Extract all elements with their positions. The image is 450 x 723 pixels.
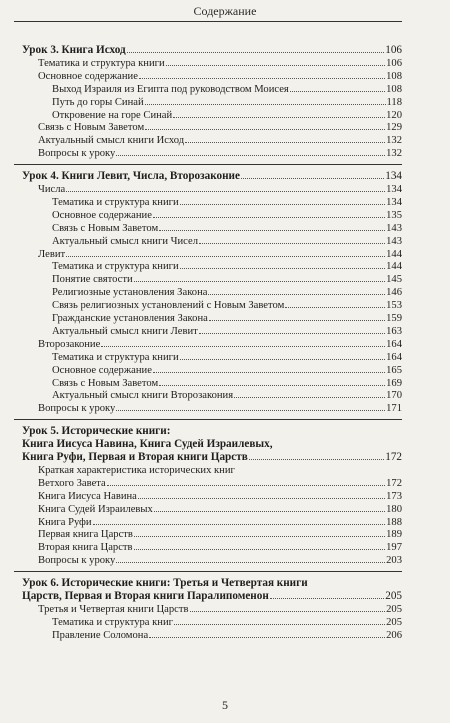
dot-leader [66, 256, 385, 257]
dot-leader [159, 385, 385, 386]
toc-entry-title: Книга Руфи [38, 516, 92, 528]
section-divider [14, 571, 402, 572]
toc-entry-title: Актуальный смысл книги Чисел [52, 235, 199, 247]
dot-leader [116, 410, 385, 411]
section-divider [14, 164, 402, 165]
toc-page-number: 205 [386, 616, 402, 628]
toc-page-number: 132 [386, 148, 402, 160]
toc-page-number: 172 [386, 477, 402, 489]
toc-entry-title: Вопросы к уроку [38, 148, 116, 160]
toc-page-number: 159 [386, 313, 402, 324]
toc-page-number: 205 [385, 590, 402, 602]
toc-page-number: 108 [386, 83, 402, 95]
toc-page-number: 129 [386, 122, 402, 134]
toc-page-number: 188 [386, 516, 402, 528]
lesson-heading [22, 590, 402, 603]
toc-entry [52, 109, 402, 122]
dot-leader [173, 117, 385, 118]
toc-entry [38, 147, 402, 160]
toc-entry [38, 134, 402, 147]
toc-entry [38, 338, 402, 351]
toc-page-number: 206 [386, 629, 402, 641]
toc-page-number: 134 [385, 170, 402, 183]
toc-entry [52, 299, 402, 312]
dot-leader [285, 307, 385, 308]
lesson-heading [22, 438, 402, 451]
toc-page-number: 134 [386, 184, 402, 195]
dot-leader [241, 178, 384, 179]
toc-entry [38, 70, 402, 83]
toc-entry-title: Ветхого Завета [38, 477, 106, 489]
toc-entry-title: Второзаконие [38, 338, 101, 350]
toc-page-number: 170 [386, 390, 402, 402]
toc-entry-title: Тематика и структура книг [52, 616, 173, 628]
toc-page-number: 144 [386, 248, 402, 260]
toc-page-number: 135 [386, 209, 402, 221]
toc-entry-title: Урок 5. Исторические книги: [22, 425, 171, 438]
toc-entry-title: Гражданские установления Закона [52, 313, 208, 324]
dot-leader [153, 217, 385, 218]
toc-entry-title: Основное содержание [52, 364, 152, 376]
toc-entry [52, 83, 402, 96]
toc-entry-title: Левит [38, 248, 66, 260]
toc-entry [52, 325, 402, 338]
toc-entry-title: Тематика и структура книги [52, 351, 179, 363]
dot-leader [153, 372, 385, 373]
toc-entry-title: Книга Руфи, Первая и Вторая книги Царств [22, 451, 248, 463]
toc-page-number: 144 [386, 261, 402, 273]
toc-page-number: 146 [386, 287, 402, 299]
dot-leader [234, 397, 385, 398]
dot-leader [134, 281, 385, 282]
toc-page-number: 120 [386, 109, 402, 121]
dot-leader [180, 204, 385, 205]
toc-entry [52, 364, 402, 377]
toc-page-number: 173 [386, 490, 402, 502]
lesson-heading [22, 425, 402, 438]
toc-entry-title: Актуальный смысл книги Исход [38, 135, 185, 147]
toc-entry [52, 96, 402, 109]
toc-entry [52, 286, 402, 299]
dot-leader [145, 104, 386, 105]
dot-leader [249, 459, 384, 460]
lesson-heading [22, 451, 402, 464]
dot-leader [134, 549, 386, 550]
dot-leader [138, 498, 385, 499]
toc-page-number: 164 [386, 351, 402, 363]
page-number: 5 [222, 698, 228, 712]
toc-entry-title: Актуальный смысл книги Второзакония [52, 390, 234, 402]
toc-entry-title: Третья и Четвертая книги Царств [38, 603, 189, 615]
toc-entry-title: Основное содержание [52, 209, 152, 221]
toc-page-number: 118 [386, 96, 402, 108]
toc-entry-title: Понятие святости [52, 274, 133, 286]
toc-entry-title: Царств, Первая и Вторая книги Паралипоменон [22, 590, 269, 602]
toc-entry-title: Вторая книга Царств [38, 542, 133, 554]
toc-entry [52, 312, 402, 325]
toc-entry-title: Книга Иисуса Навина, Книга Судей Израилевых, [22, 438, 273, 451]
toc-entry-title: Тематика и структура книги [52, 196, 179, 208]
toc-page-number: 163 [386, 325, 402, 337]
dot-leader [199, 243, 385, 244]
toc-entry [38, 183, 402, 196]
toc-page-number: 169 [386, 377, 402, 389]
dot-leader [116, 155, 385, 156]
section-divider [14, 419, 402, 420]
toc-entry-title: Правление Соломона [52, 629, 149, 641]
toc-entry [38, 516, 402, 529]
toc-entry [38, 490, 402, 503]
toc-page-number: 203 [386, 555, 402, 567]
toc-page-number: 180 [386, 503, 402, 515]
toc-entry [38, 477, 402, 490]
toc-page-number: 108 [386, 70, 402, 82]
dot-leader [159, 230, 385, 231]
dot-leader [209, 320, 385, 321]
toc-entry-title: Религиозные установления Закона [52, 287, 208, 299]
toc-entry [52, 616, 402, 629]
toc-entry-title: Книга Судей Израилевых [38, 503, 153, 515]
toc-entry [52, 389, 402, 402]
toc-entry [38, 528, 402, 541]
dot-leader [139, 78, 385, 79]
toc-entry [52, 273, 402, 286]
toc-entry-title: Откровение на горе Синай [52, 109, 173, 121]
dot-leader [180, 359, 385, 360]
toc-page-number: 143 [386, 222, 402, 234]
dot-leader [166, 65, 385, 66]
toc-entry-title: Урок 6. Исторические книги: Третья и Четвертая книги [22, 577, 308, 590]
dot-leader [208, 294, 385, 295]
toc-entry [52, 629, 402, 642]
toc-page-number: 189 [386, 529, 402, 541]
toc-entry [52, 235, 402, 248]
dot-leader [101, 346, 385, 347]
toc-page-number: 165 [386, 364, 402, 376]
dot-leader [199, 333, 385, 334]
dot-leader [190, 611, 386, 612]
toc-entry-title: Основное содержание [38, 70, 138, 82]
dot-leader [290, 91, 385, 92]
toc-entry [38, 57, 402, 70]
toc-entry [38, 503, 402, 516]
lesson-heading [22, 44, 402, 57]
lesson-heading [22, 170, 402, 183]
toc-entry-title: Выход Израиля из Египта под руководством Моисея [52, 83, 289, 95]
dot-leader [116, 562, 385, 563]
toc-entry-title: Связь с Новым Заветом [52, 377, 159, 389]
dot-leader [107, 485, 385, 486]
toc-entry-title: Книга Иисуса Навина [38, 490, 137, 502]
toc-page-number: 171 [386, 403, 402, 415]
toc-entry-title: Тематика и структура книги [38, 57, 165, 69]
running-head: Содержание [193, 4, 257, 18]
header-rule [14, 21, 402, 22]
dot-leader [66, 191, 385, 192]
toc-page-number: 143 [386, 235, 402, 247]
toc-page-number: 106 [386, 57, 402, 69]
toc-page-number: 172 [385, 451, 402, 463]
toc-entry [52, 260, 402, 273]
toc-entry [52, 209, 402, 222]
dot-leader [149, 637, 385, 638]
toc-entry-title: Связь религиозных установлений с Новым Заветом [52, 300, 285, 312]
toc-entry-title: Числа [38, 184, 66, 195]
toc-entry [38, 402, 402, 415]
toc-page-number: 145 [386, 274, 402, 286]
toc-entry [38, 603, 402, 616]
toc-entry [52, 377, 402, 390]
dot-leader [145, 129, 385, 130]
dot-leader [93, 524, 386, 525]
toc-entry-title: Краткая характеристика исторических книг [38, 464, 235, 476]
dot-leader [154, 511, 385, 512]
toc-page-number: 197 [386, 542, 402, 554]
dot-leader [180, 268, 385, 269]
dot-leader [270, 598, 384, 599]
lesson-heading [22, 577, 402, 590]
toc-entry-title: Урок 3. Книга Исход [22, 44, 126, 56]
dot-leader [185, 142, 385, 143]
toc-page-number: 134 [386, 196, 402, 208]
toc-entry-title: Первая книга Царств [38, 529, 133, 541]
toc-entry [52, 351, 402, 364]
toc-entry [38, 248, 402, 261]
dot-leader [134, 536, 385, 537]
toc-entry [38, 541, 402, 554]
toc-entry [52, 196, 402, 209]
toc-entry [52, 222, 402, 235]
toc-entry-title: Связь с Новым Заветом [38, 122, 145, 134]
toc-page-number: 205 [386, 603, 402, 615]
toc-entry-title: Путь до горы Синай [52, 96, 144, 108]
toc-entry-title: Тематика и структура книги [52, 261, 179, 273]
dot-leader [127, 52, 385, 53]
toc-page-number: 106 [385, 44, 402, 56]
toc-page-number: 132 [386, 135, 402, 147]
toc-entry [38, 464, 402, 477]
toc-entry-title: Урок 4. Книги Левит, Числа, Второзаконие [22, 170, 240, 183]
dot-leader [174, 624, 385, 625]
toc-entry-title: Вопросы к уроку [38, 403, 116, 415]
toc-entry [38, 554, 402, 567]
toc-entry-title: Вопросы к уроку [38, 555, 116, 567]
toc-entry [38, 121, 402, 134]
toc-page-number: 164 [386, 338, 402, 350]
toc-entry-title: Актуальный смысл книги Левит [52, 325, 198, 337]
toc-entry-title: Связь с Новым Заветом [52, 222, 159, 234]
toc-page-number: 153 [386, 300, 402, 312]
